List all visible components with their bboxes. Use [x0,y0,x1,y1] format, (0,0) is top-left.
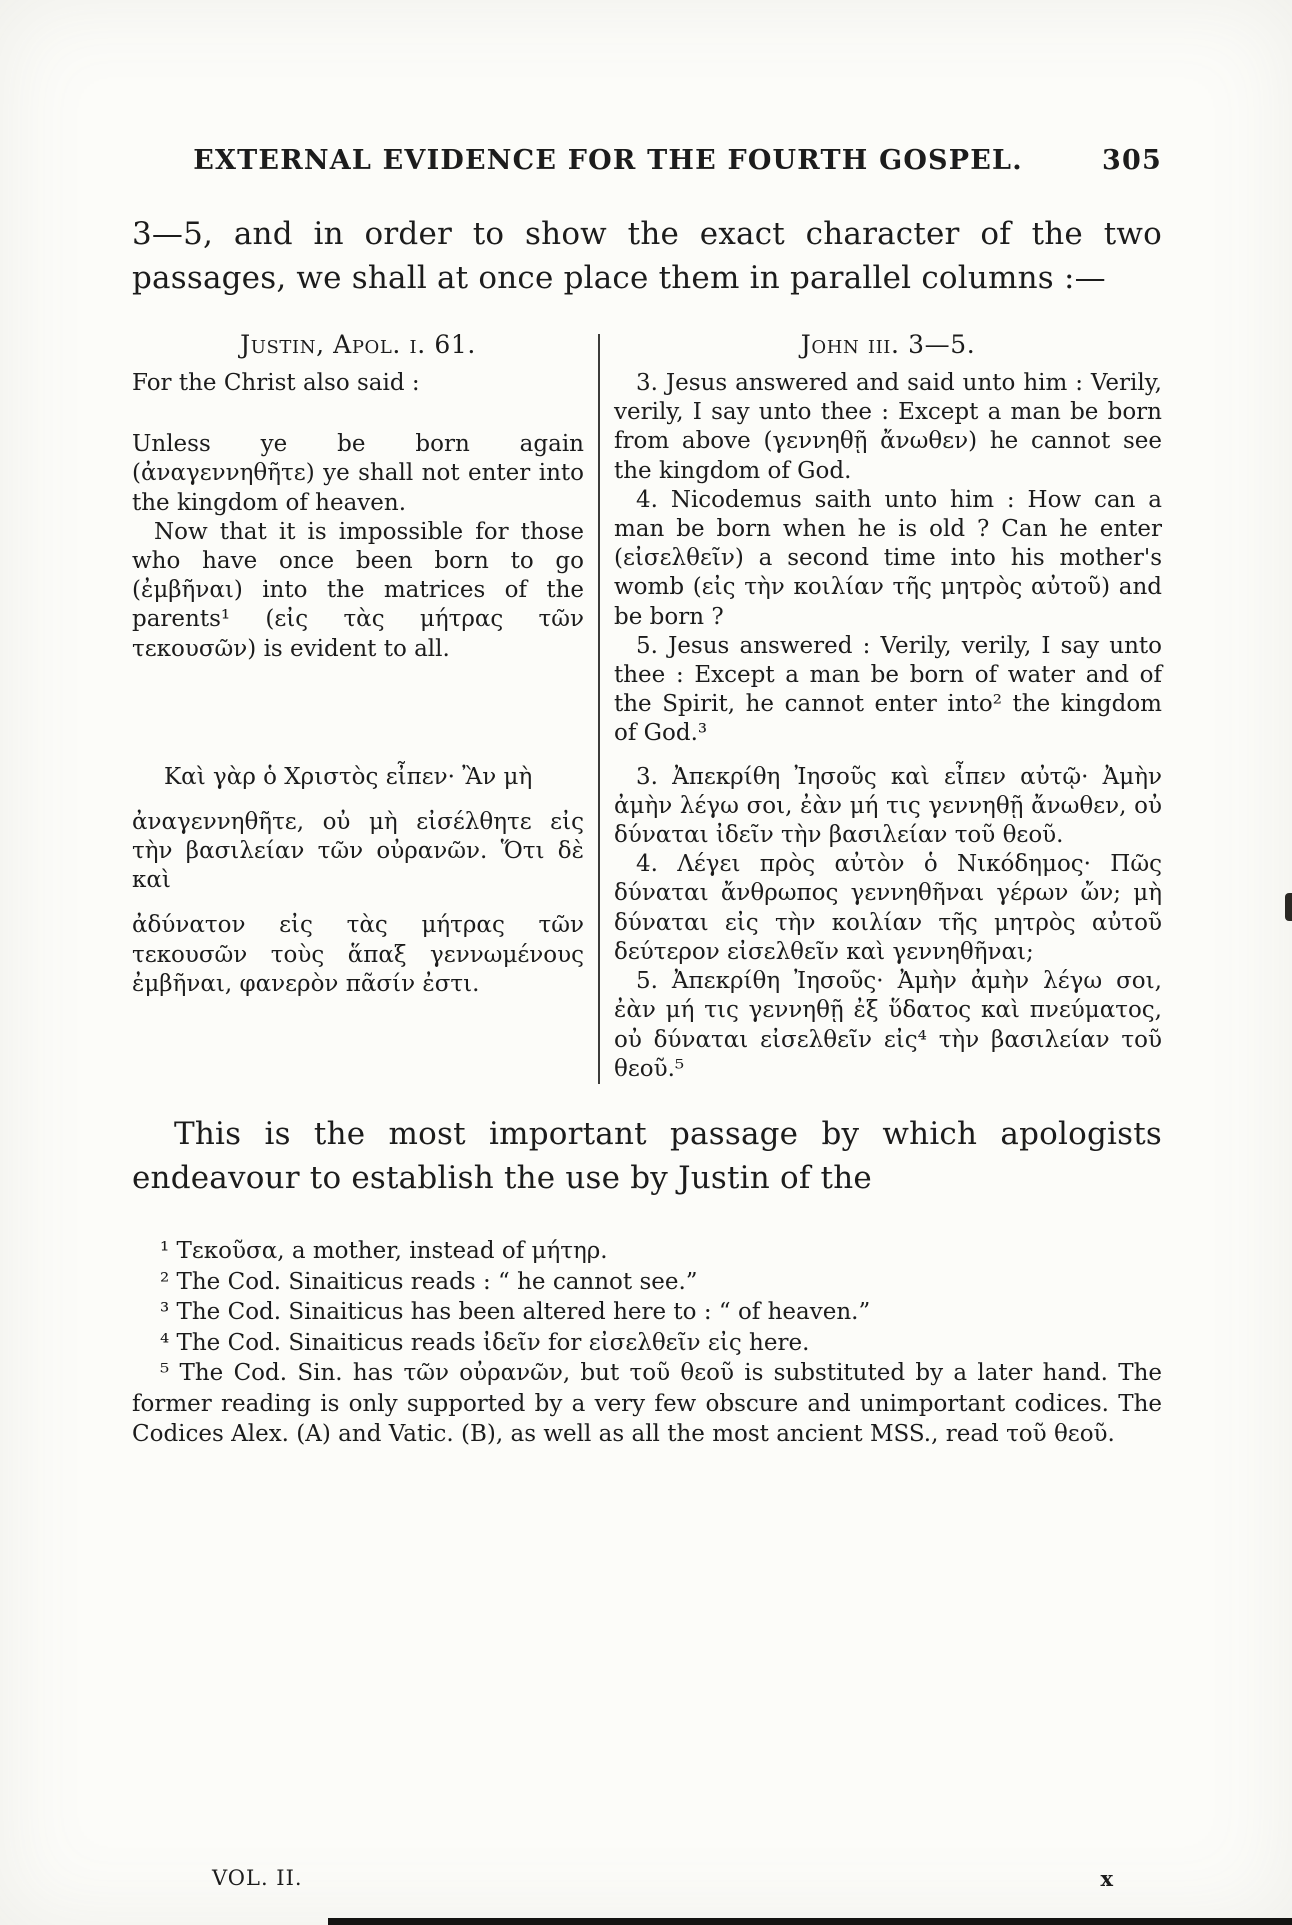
footnote-2: ² The Cod. Sinaiticus reads : “ he cannot see.” [160,1268,698,1295]
column-divider [598,334,600,1084]
volume-label: VOL. II. [212,1866,303,1890]
footnote-5: ⁵ The Cod. Sin. has τῶν οὐρανῶν, but τοῦ θεοῦ is substituted by a later hand. The former reading is only supported by a very few obscure and unimportant codices. The Codices Alex. (A) and Vatic. (B), as well as all the most ancient MSS., read τοῦ θεοῦ. [132,1360,1162,1448]
parallel-columns [132,330,1162,1084]
john-column-english [614,330,1162,749]
footnote-4: ⁴ The Cod. Sinaiticus reads ἰδεῖν for εἰσελθεῖν εἰς here. [160,1329,810,1356]
justin-greek-paragraph-1: Καὶ γὰρ ὁ Χριστὸς εἶπεν· Ἂν μὴ [164,763,533,790]
justin-column-english [132,330,584,749]
page-number: 305 [1102,145,1162,176]
closing-paragraph: This is the most important passage by which apologists endeavour to establish the use by Justin of the [132,1115,1162,1196]
justin-greek-paragraph-2: ἀναγεννηθῆτε, οὐ μὴ εἰσέλθητε εἰς τὴν βασιλείαν τῶν οὐρανῶν. Ὅτι δὲ καὶ [132,808,584,894]
running-head [132,145,1162,176]
john-column-greek [614,763,1162,1084]
page-footer [132,1866,1162,1891]
john-english-verse-4: 4. Nicodemus saith unto him : How can a man be born when he is old ? Can he enter (εἰσελθεῖν) a second time into his mother's womb (εἰς τὴν κοιλίαν τῆς μητρὸς αὐτοῦ) and be born ? [614,486,1162,630]
justin-column-heading: Justin, Apol. i. 61. [240,330,476,360]
footnotes [132,1236,1162,1450]
footnote-1: ¹ Τεκοῦσα, a mother, instead of μήτηρ. [160,1237,608,1264]
justin-english-paragraph-2: Now that it is impossible for those who have once been born to go (ἐμβῆναι) into the matrices of the parents¹ (εἰς τὰς μήτρας τῶν τεκουσῶν) is evident to all. [132,518,584,662]
footnote-3: ³ The Cod. Sinaiticus has been altered here to : “ of heaven.” [160,1299,871,1326]
scan-edge-artifact [328,1918,1292,1925]
john-greek-verse-3: 3. Ἀπεκρίθη Ἰησοῦς καὶ εἶπεν αὐτῷ· Ἀμὴν ἀμὴν λέγω σοι, ἐὰν μή τις γεννηθῇ ἄνωθεν, οὐ δύναται ἰδεῖν τὴν βασιλείαν τοῦ θεοῦ. [614,763,1162,849]
justin-column-greek [132,763,584,1084]
john-english-verse-3: 3. Jesus answered and said unto him : Verily, verily, I say unto thee : Except a man be born from above (γεννηθῇ ἄνωθεν) he cannot see the kingdom of God. [614,370,1162,484]
running-head-title: EXTERNAL EVIDENCE FOR THE FOURTH GOSPEL. [193,145,1023,176]
john-greek-verse-5: 5. Ἀπεκρίθη Ἰησοῦς· Ἀμὴν ἀμὴν λέγω σοι, ἐὰν μή τις γεννηθῇ ἐξ ὕδατος καὶ πνεύματος, οὐ δύναται εἰσελθεῖν εἰς⁴ τὴν βασιλείαν τοῦ θεοῦ.⁵ [614,968,1162,1082]
justin-greek-paragraph-3: ἀδύνατον εἰς τὰς μήτρας τῶν τεκουσῶν τοὺς ἅπαξ γεννωμένους ἐμβῆναι, φανερὸν πᾶσίν ἐστι. [132,912,584,997]
scan-smudge-artifact [1285,893,1292,921]
intro-paragraph: 3—5, and in order to show the exact character of the two passages, we shall at once place them in parallel columns :— [132,216,1162,297]
signature-mark: x [1100,1866,1114,1891]
justin-english-paragraph-1: Unless ye be born again (ἀναγεννηθῆτε) ye shall not enter into the kingdom of heaven. [132,431,584,516]
john-column-heading: John iii. 3—5. [800,330,976,360]
john-english-verse-5: 5. Jesus answered : Verily, verily, I say unto thee : Except a man be born of water and of the Spirit, he cannot enter into² the kingdom of God.³ [614,632,1162,747]
justin-intro-line: For the Christ also said : [132,370,420,397]
john-greek-verse-4: 4. Λέγει πρὸς αὐτὸν ὁ Νικόδημος· Πῶς δύναται ἄνθρωπος γεννηθῆναι γέρων ὤν; μὴ δύναται εἰς τὴν κοιλίαν τῆς μητρὸς αὐτοῦ δεύτερον εἰσελθεῖν καὶ γεννηθῆναι; [614,851,1162,965]
